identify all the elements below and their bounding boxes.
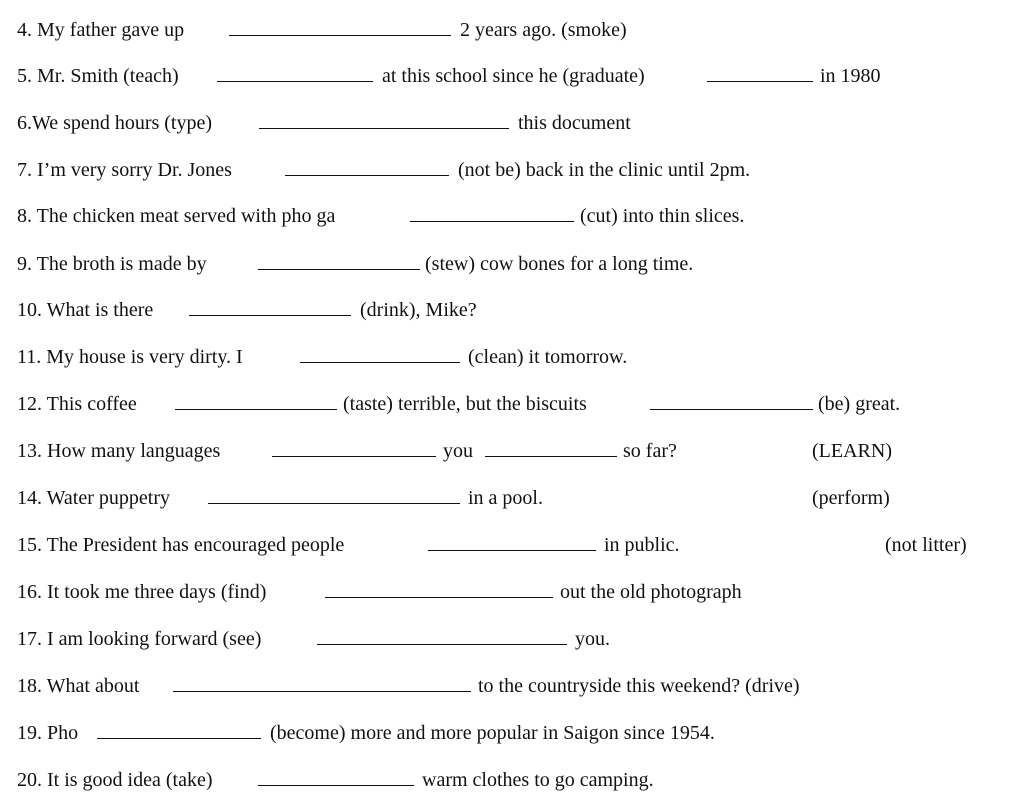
answer-blank[interactable] (428, 550, 596, 551)
item-9-text-2: (stew) cow bones for a long time. (425, 253, 694, 275)
answer-blank[interactable] (707, 81, 813, 82)
item-13-text-3: so far? (623, 440, 677, 462)
answer-blank[interactable] (485, 456, 617, 457)
item-4-text-2: 2 years ago. (smoke) (460, 19, 627, 41)
item-12-text-3: (be) great. (818, 393, 901, 415)
item-8-text-1: 8. The chicken meat served with pho ga (17, 205, 336, 227)
answer-blank[interactable] (208, 503, 460, 504)
item-6-text-2: this document (518, 112, 631, 134)
answer-blank[interactable] (272, 456, 436, 457)
answer-blank[interactable] (317, 644, 567, 645)
item-13-text-2: you (443, 440, 473, 462)
item-15-text-2: in public. (604, 534, 680, 556)
answer-blank[interactable] (285, 175, 449, 176)
answer-blank[interactable] (258, 269, 420, 270)
item-6-text-1: 6.We spend hours (type) (17, 112, 213, 134)
item-12-text-2: (taste) terrible, but the biscuits (343, 393, 587, 415)
answer-blank[interactable] (650, 409, 813, 410)
item-14-text-2: in a pool. (468, 487, 543, 509)
answer-blank[interactable] (229, 35, 451, 36)
item-13-hint: (LEARN) (812, 440, 892, 462)
item-12-text-1: 12. This coffee (17, 393, 137, 415)
item-10-text-2: (drink), Mike? (360, 299, 477, 321)
item-19-text-2: (become) more and more popular in Saigon since 1954. (270, 722, 715, 744)
item-8-text-2: (cut) into thin slices. (580, 205, 745, 227)
item-5-text-1: 5. Mr. Smith (teach) (17, 65, 179, 87)
item-16-text-1: 16. It took me three days (find) (17, 581, 267, 603)
answer-blank[interactable] (173, 691, 471, 692)
item-19-text-1: 19. Pho (17, 722, 79, 744)
item-9-text-1: 9. The broth is made by (17, 253, 207, 275)
item-15-hint: (not litter) (885, 534, 967, 556)
item-20-text-2: warm clothes to go camping. (422, 769, 654, 791)
item-11-text-1: 11. My house is very dirty. I (17, 346, 243, 368)
item-18-text-1: 18. What about (17, 675, 140, 697)
item-18-text-2: to the countryside this weekend? (drive) (478, 675, 800, 697)
item-5-text-3: in 1980 (820, 65, 881, 87)
item-4-text-1: 4. My father gave up (17, 19, 185, 41)
item-17-text-1: 17. I am looking forward (see) (17, 628, 262, 650)
item-7-text-2: (not be) back in the clinic until 2pm. (458, 159, 751, 181)
item-10-text-1: 10. What is there (17, 299, 154, 321)
item-14-hint: (perform) (812, 487, 890, 509)
answer-blank[interactable] (325, 597, 553, 598)
answer-blank[interactable] (258, 785, 414, 786)
item-15-text-1: 15. The President has encouraged people (17, 534, 345, 556)
answer-blank[interactable] (300, 362, 460, 363)
item-11-text-2: (clean) it tomorrow. (468, 346, 628, 368)
answer-blank[interactable] (217, 81, 373, 82)
answer-blank[interactable] (175, 409, 337, 410)
item-16-text-2: out the old photograph (560, 581, 742, 603)
item-20-text-1: 20. It is good idea (take) (17, 769, 213, 791)
answer-blank[interactable] (410, 221, 574, 222)
item-14-text-1: 14. Water puppetry (17, 487, 170, 509)
item-5-text-2: at this school since he (graduate) (382, 65, 645, 87)
item-7-text-1: 7. I’m very sorry Dr. Jones (17, 159, 232, 181)
item-17-text-2: you. (575, 628, 610, 650)
answer-blank[interactable] (189, 315, 351, 316)
answer-blank[interactable] (97, 738, 261, 739)
item-13-text-1: 13. How many languages (17, 440, 221, 462)
answer-blank[interactable] (259, 128, 509, 129)
